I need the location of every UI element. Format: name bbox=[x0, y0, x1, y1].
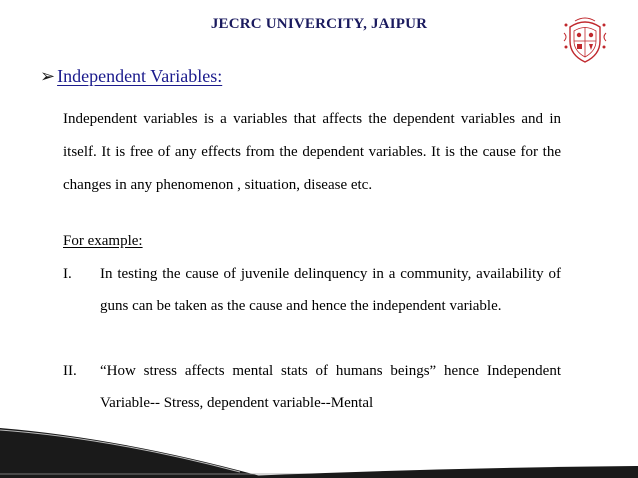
arrow-bullet-icon: ➢ bbox=[40, 66, 56, 86]
footer-swoosh-decoration bbox=[0, 408, 638, 478]
definition-paragraph: Independent variables is a variables that affects the dependent variables and in itself. It is free of any effects from the dependent variables. It is the cause for the changes in any phenomenon , situation, disease etc. bbox=[63, 111, 561, 193]
example-number: II. bbox=[63, 363, 77, 379]
example-item-1 bbox=[63, 258, 561, 322]
example-text: In testing the cause of juvenile delinquency in a community, availability of guns can be taken as the cause and hence the independent variable. bbox=[100, 266, 561, 314]
section-heading bbox=[40, 66, 222, 87]
section-heading-text: Independent Variables: bbox=[57, 66, 223, 86]
university-crest-icon bbox=[560, 15, 610, 65]
example-number: I. bbox=[63, 266, 72, 282]
university-title: JECRC UNIVERCITY, JAIPUR bbox=[210, 16, 428, 32]
example-text: “How stress affects mental stats of humans beings” hence Independent Variable-- Stress, dependent variable--Mental bbox=[100, 363, 561, 411]
example-label: For example: bbox=[63, 233, 143, 249]
